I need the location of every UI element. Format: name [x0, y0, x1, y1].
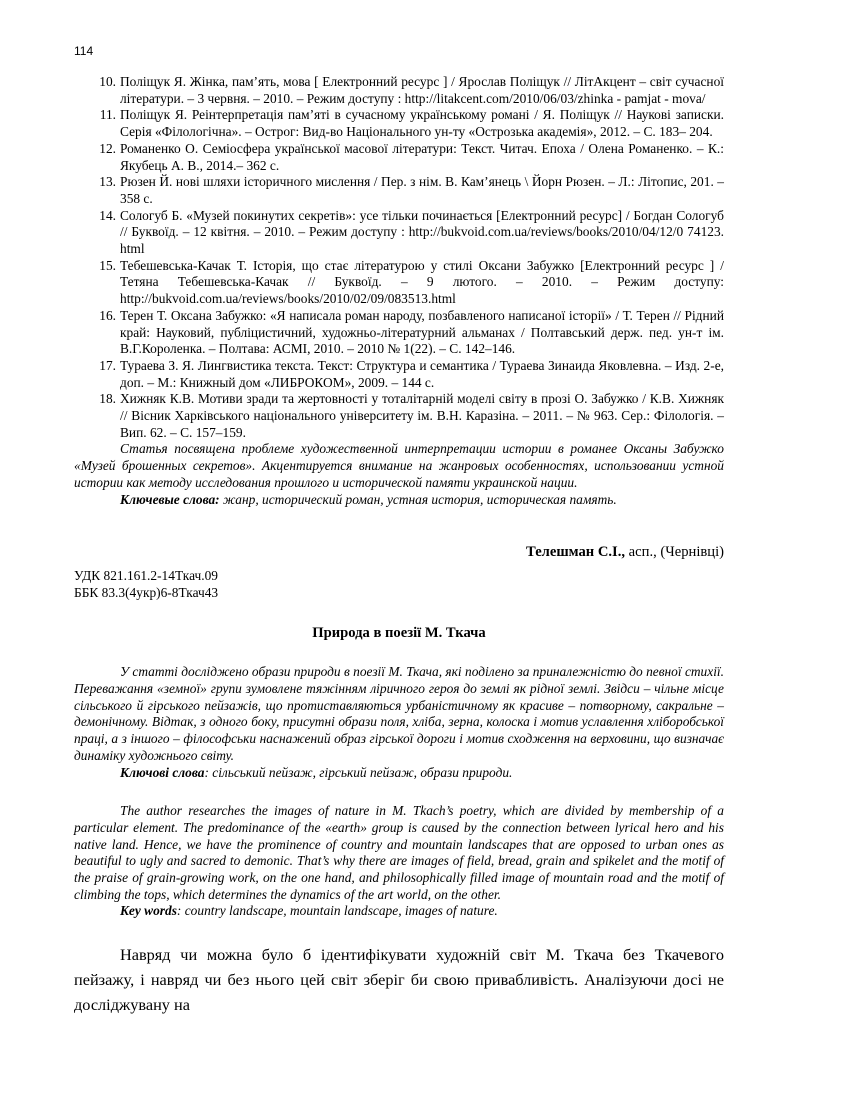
keywords-text: : country landscape, mountain landscape, images of nature. [176, 903, 498, 919]
ukrainian-abstract: У статті досліджено образи природи в поезії М. Ткача, які поділено за приналежністю до певної стихії. Переважання «земної» групи зумовлене тяжінням ліричного героя до землі як рідної землі. Звідси – чільне місце сільського й гірського пейзажів, що протиставляються урбаністичному як красиве – потворному, сакральне – демонічному. Відтак, з одного боку, присутні образи поля, хліба, зерна, колоска і мотив уславлення хліборобської праці, а з іншого – філософськи наснажений образ гірської дороги і мотив сходження на верховини, що визначає динаміку художнього світу. [74, 664, 724, 763]
reference-item [74, 208, 724, 258]
reference-text: Тебешевська-Качак Т. Історія, що стає літературою у стилі Оксани Забужко [Електронний ресурс ] / Тетяна Тебешевська-Качак // Буквоїд. – 9 лютого. – 2010. – Режим доступу: http://bukvoid.com.ua/reviews/books/2010/02/09/083513.html [120, 257, 724, 307]
reference-number: 17. [99, 357, 116, 373]
reference-text: Тураева З. Я. Лингвистика текста. Текст: Структура и семантика / Тураева Зинаида Яковлевна. – Изд. 2-е, доп. – М.: Книжный дом «ЛИБРОКОМ», 2009. – 144 с. [120, 357, 724, 390]
reference-text: Терен Т. Оксана Забужко: «Я написала роман народу, позбавленого написаної історії» / Т. Терен // Рідний край: Науковий, публіцистичний, художньо-літературний альманах / Полтавський держ. пед. ун-т ім. В.Г.Короленка. – Полтава: АСМІ, 2010. – 2010 № 1(22). – С. 142–146. [120, 307, 724, 357]
reference-item [74, 74, 724, 107]
body-paragraph: Навряд чи можна було б ідентифікувати художній світ М. Ткача без Ткачевого пейзажу, і навряд чи без нього цей світ зберіг би свою привабливість. Аналізуючи досі не досліджувану на [74, 945, 724, 1015]
reference-item [74, 391, 724, 441]
reference-text: Романенко О. Семіосфера української масової літератури: Текст. Читач. Епоха / Олена Романенко. – К.: Якубець А. В., 2014.– 362 с. [120, 140, 724, 173]
reference-number: 11. [99, 107, 116, 123]
keywords-label: Key words [120, 903, 177, 919]
reference-text: Хижняк К.В. Мотиви зради та жертовності у тоталітарній моделі світу в прозі О. Забужко / К.В. Хижняк // Вісник Харківського національного університету ім. В.Н. Каразіна. – 2011. – № 963. Сер.: Філологія. – Вип. 62. – С. 157–159. [120, 391, 724, 440]
reference-text: Поліщук Я. Реінтерпретація пам’яті в сучасному українському романі / Я. Поліщук // Наукові записки. Серія «Філологічна». – Острог: Вид-во Національного ун-ту «Острозька академія», 2012. – С. 183– 204. [120, 107, 724, 140]
keywords-label: Ключевые слова: [120, 491, 220, 507]
ukrainian-abstract-block [74, 664, 724, 781]
english-abstract: The author researches the images of nature in M. Tkach’s poetry, which are divided by membership of a particular element. The predominance of the «earth» group is caused by the connection between lyrical hero and his native land. Hence, we have the prominence of country and mountain landscapes that are opposed to urban ones as beautiful to ugly and sacred to demonic. That’s why there are images of field, bread, grain and spikelet and the motif of the praise of grain-growing work, on the one hand, and philosophically filled image of mountain road and the motif of climbing the tops, which determines the dynamics of the art world, on the other. [74, 803, 724, 902]
reference-item [74, 308, 724, 358]
bbk-code: ББК 83.3(4укр)6-8Ткач43 [74, 585, 219, 601]
ukrainian-keywords [120, 765, 724, 782]
page-content [74, 74, 724, 1017]
reference-number: 18. [99, 391, 116, 407]
keywords-text: жанр, исторический роман, устная история, историческая память. [219, 491, 617, 507]
reference-text: Поліщук Я. Жінка, пам’ять, мова [ Електронний ресурс ] / Ярослав Поліщук // ЛітАкцент – світ сучасної літератури. – 3 червня. – 2010. – Режим доступу : http://litakcent.com/2010/06/03/zhinka - pamjat - mova/ [120, 74, 724, 106]
udc-code: УДК 821.161.2-14Ткач.09 [74, 568, 218, 584]
classification-codes [74, 567, 724, 601]
reference-list [74, 74, 724, 441]
article-title: Природа в поезії М. Ткача [312, 625, 486, 642]
reference-item [74, 358, 724, 391]
page-number: 114 [74, 44, 94, 58]
author-affiliation: асп., (Чернівці) [625, 544, 724, 561]
reference-item [74, 258, 724, 308]
english-abstract-block [74, 803, 724, 920]
reference-text: Рюзен Й. нові шляхи історичного мислення / Пер. з нім. В. Кам’янець \ Йорн Рюзен. – Л.: Літопис, 201. – 358 с. [120, 174, 724, 206]
reference-item [74, 141, 724, 174]
reference-item [74, 174, 724, 207]
english-keywords [120, 903, 724, 920]
author-line [74, 544, 724, 561]
reference-number: 13. [99, 174, 116, 190]
reference-number: 12. [99, 140, 116, 156]
reference-number: 14. [99, 207, 116, 223]
reference-text: Сологуб Б. «Музей покинутих секретів»: усе тільки починається [Електронний ресурс] / Богдан Сологуб // Буквоїд. – 12 квітня. – 2010. – Режим доступу : http://bukvoid.com.ua/reviews/books/2010/04/12/0 74123. html [120, 207, 724, 257]
russian-keywords [120, 492, 724, 509]
reference-number: 15. [99, 257, 116, 273]
russian-abstract: Статья посвящена проблеме художественной интерпретации истории в романее Оксаны Забужко «Музей брошенных секретов». Акцентируется внимание на жанровых особенностях, использовании устной истории как методу исследования прошлого и исторической памяти украинской нации. [74, 441, 724, 490]
author-name: Телешман С.І., [526, 544, 626, 561]
reference-number: 16. [99, 307, 116, 323]
keywords-text: : сільський пейзаж, гірський пейзаж, образи природи. [204, 764, 513, 780]
reference-number: 10. [99, 74, 116, 89]
keywords-label: Ключові слова [120, 764, 205, 780]
reference-item [74, 107, 724, 140]
